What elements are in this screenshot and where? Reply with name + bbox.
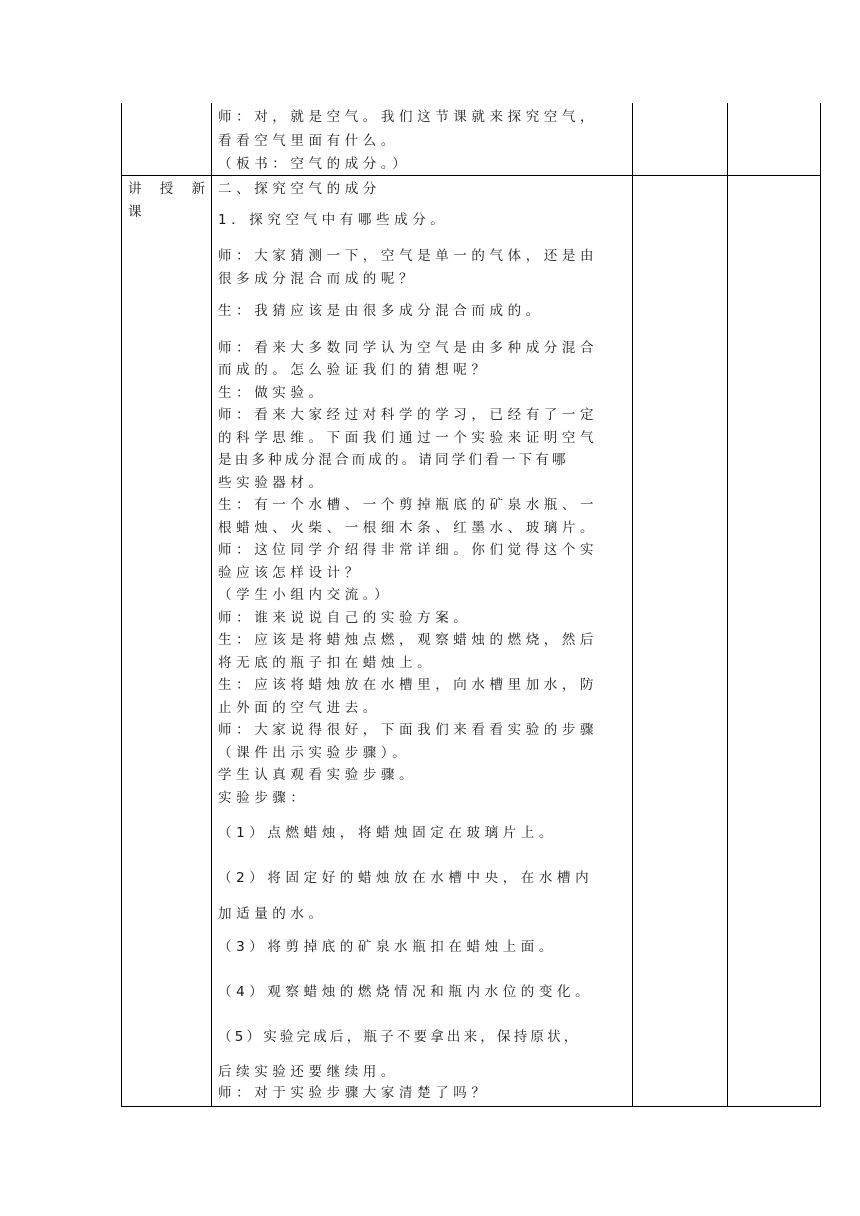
text-line: 师：对，就是空气。我们这节课就来探究空气， (218, 109, 599, 125)
table-border-col2 (632, 103, 633, 1107)
table-border-col3 (727, 103, 728, 1107)
table-border-bottom (121, 1106, 821, 1107)
text-line: 生：应该是将蜡烛点燃，观察蜡烛的燃烧，然后 (218, 632, 599, 648)
text-line: （学生小组内交流。） (218, 587, 393, 603)
table-row-divider (121, 175, 821, 176)
subheading: 1．探究空气中有哪些成分。 (218, 212, 449, 228)
text-line: 生：应该将蜡烛放在水槽里，向水槽里加水，防 (218, 677, 599, 693)
text-line: 师：大家说得很好，下面我们来看看实验的步骤 (218, 722, 599, 738)
text-line: 看看空气里面有什么。 (218, 133, 399, 149)
table-border-col1 (211, 103, 212, 1107)
text-line: 实验步骤： (218, 790, 309, 806)
text-line: 师：对于实验步骤大家清楚了吗？ (218, 1085, 490, 1101)
text-line: 根蜡烛、火柴、一根细木条、红墨水、玻璃片。 (218, 520, 599, 536)
step-item: （2）将固定好的蜡烛放在水槽中央，在水槽内 (218, 870, 594, 886)
text-line: 师：看来大家经过对科学的学习，已经有了一定 (218, 407, 599, 423)
text-line: 学生认真观看实验步骤。 (218, 767, 418, 783)
row-label: 讲 授 新 (128, 181, 213, 197)
text-line: 师：看来大多数同学认为空气是由多种成分混合 (218, 340, 599, 356)
text-line: 些实验器材。 (218, 475, 327, 491)
text-line: 将无底的瓶子扣在蜡烛上。 (218, 655, 436, 671)
step-item: 加适量的水。 (218, 906, 327, 922)
text-line: 生：做实验。 (218, 385, 327, 401)
text-line: 很多成分混合而成的呢？ (218, 271, 418, 287)
text-line: 是由多种成分混合而成的。请同学们看一下有哪 (218, 452, 569, 468)
text-line: 师：这位同学介绍得非常详细。你们觉得这个实 (218, 542, 599, 558)
section-heading: 二、探究空气的成分 (218, 181, 381, 197)
table-border-right (820, 103, 821, 1107)
step-item: （1）点燃蜡烛，将蜡烛固定在玻璃片上。 (218, 825, 557, 841)
text-line: 师：谁来说说自己的实验方案。 (218, 610, 472, 626)
text-line: 师：大家猜测一下，空气是单一的气体，还是由 (218, 248, 599, 264)
text-line: 的科学思维。下面我们通过一个实验来证明空气 (218, 430, 599, 446)
text-line: （课件出示实验步骤）。 (218, 745, 411, 761)
step-item: 后续实验还要继续用。 (218, 1064, 399, 1080)
step-item: （5）实验完成后，瓶子不要拿出来，保持原状， (218, 1029, 581, 1045)
text-line: 而成的。怎么验证我们的猜想呢？ (218, 362, 490, 378)
text-line: （板书：空气的成分。） (218, 156, 411, 172)
text-line: 生：我猜应该是由很多成分混合而成的。 (218, 303, 544, 319)
text-line: 生：有一个水槽、一个剪掉瓶底的矿泉水瓶、一 (218, 497, 599, 513)
text-line: 止外面的空气进去。 (218, 700, 381, 716)
step-item: （4）观察蜡烛的燃烧情况和瓶内水位的变化。 (218, 984, 594, 1000)
step-item: （3）将剪掉底的矿泉水瓶扣在蜡烛上面。 (218, 939, 557, 955)
table-border-left (121, 103, 122, 1107)
text-line: 验应该怎样设计？ (218, 565, 363, 581)
row-label: 课 (128, 204, 149, 220)
